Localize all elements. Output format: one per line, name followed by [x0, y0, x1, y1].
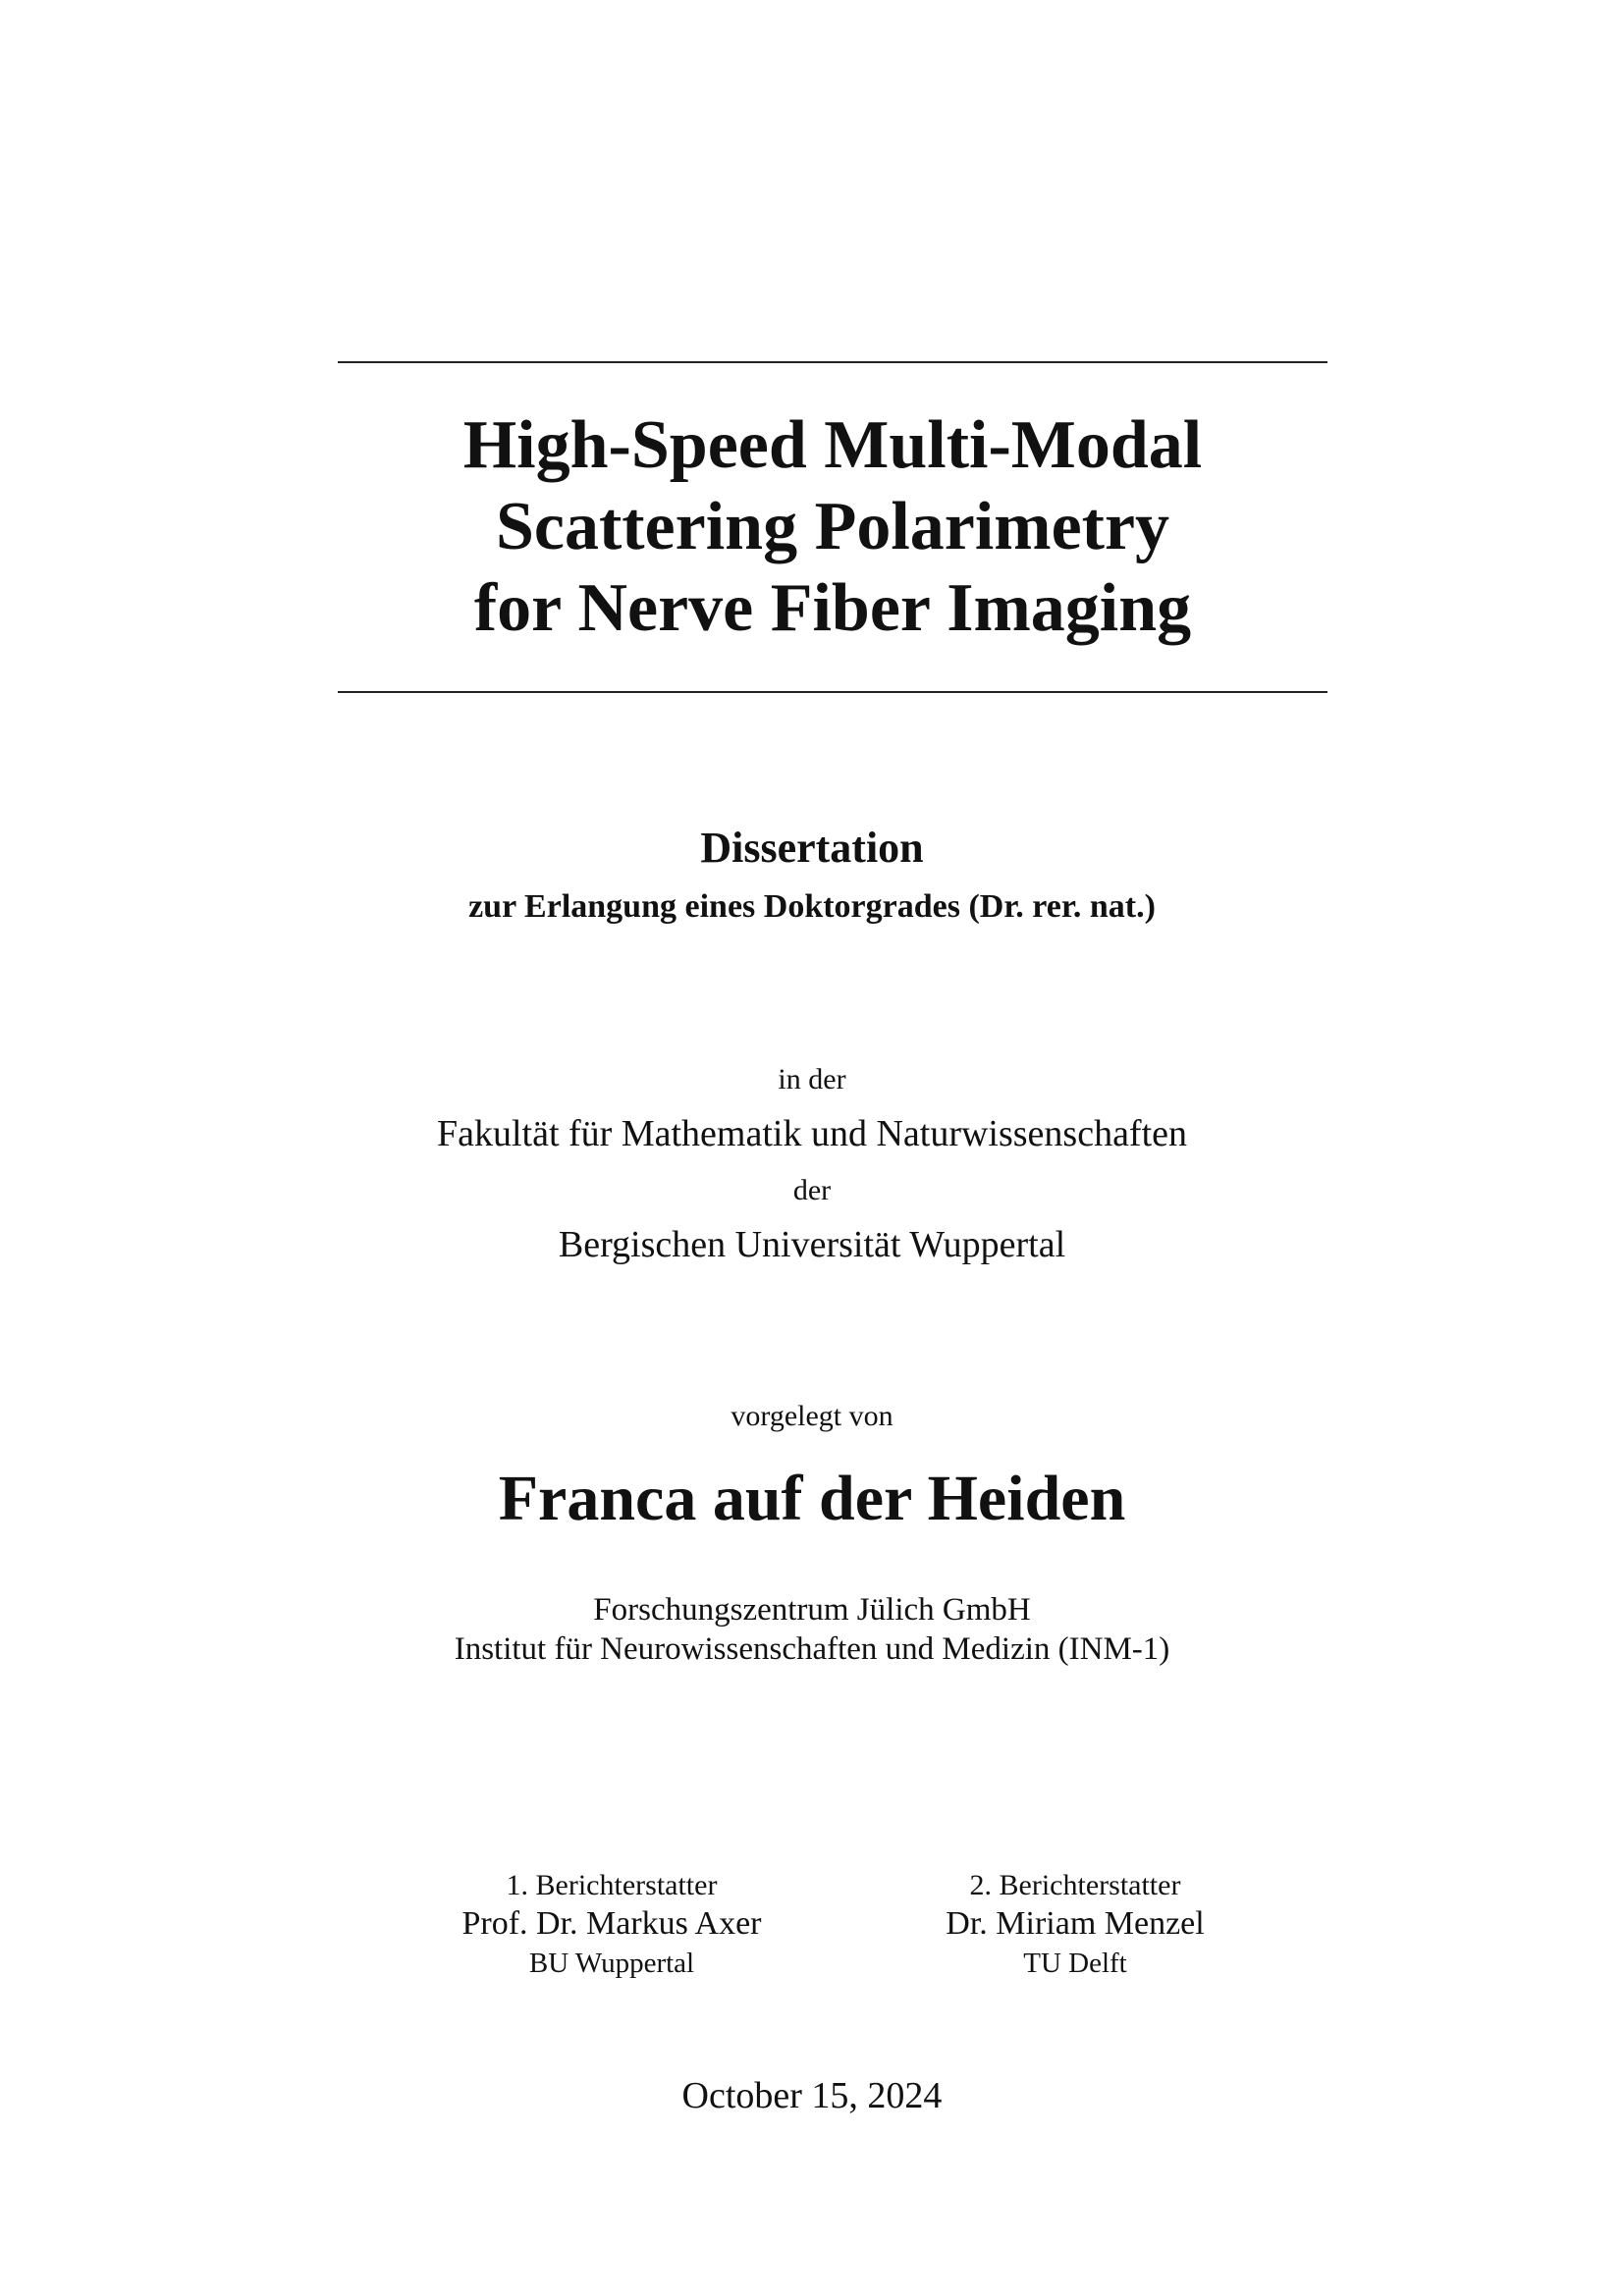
title-line-1: High-Speed Multi-Modal	[462, 407, 1203, 483]
dissertation-heading: Dissertation	[700, 824, 924, 872]
referee-1-name: Prof. Dr. Markus Axer	[461, 1905, 762, 1942]
referee-2	[800, 1868, 1350, 1982]
referee-2-role: 2. Berichterstatter	[969, 1869, 1181, 1901]
referee-2-affiliation: TU Delft	[1023, 1948, 1127, 1979]
author-name: Franca auf der Heiden	[498, 1463, 1126, 1534]
title-rule-top	[338, 361, 1327, 363]
thesis-title	[338, 404, 1327, 649]
in-der-text: in der	[778, 1063, 846, 1095]
dissertation-subtitle: zur Erlangung eines Doktorgrades (Dr. rer. nat.)	[468, 888, 1156, 925]
faculty-name: Fakultät für Mathematik und Naturwissenschaften	[436, 1113, 1188, 1154]
der-text: der	[792, 1174, 832, 1206]
referee-1-role: 1. Berichterstatter	[506, 1869, 718, 1901]
university-name: Bergischen Universität Wuppertal	[558, 1224, 1066, 1265]
presented-by-text: vorgelegt von	[731, 1400, 893, 1432]
referee-1-affiliation: BU Wuppertal	[528, 1948, 695, 1979]
referee-2-name: Dr. Miriam Menzel	[946, 1905, 1205, 1942]
title-rule-bottom	[338, 691, 1327, 693]
title-line-3: for Nerve Fiber Imaging	[473, 570, 1192, 646]
institution-line-1: Forschungszentrum Jülich GmbH	[593, 1592, 1031, 1628]
submission-date: October 15, 2024	[681, 2075, 943, 2116]
title-line-2: Scattering Polarimetry	[495, 489, 1170, 564]
institution-line-2: Institut für Neurowissenschaften und Medizin (INM-1)	[454, 1631, 1170, 1667]
